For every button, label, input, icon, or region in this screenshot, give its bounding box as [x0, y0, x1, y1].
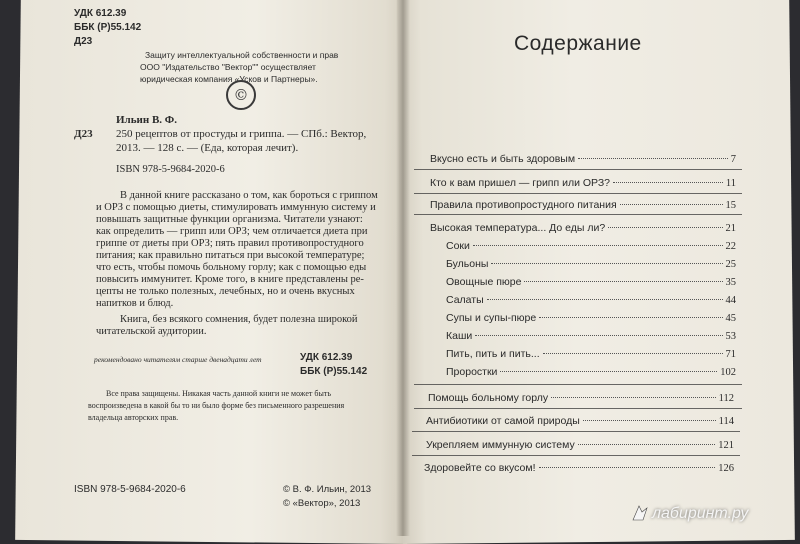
toc-entry-page: 114: [718, 416, 734, 427]
toc-entry-page: 35: [725, 277, 736, 288]
toc-entry-page: 53: [725, 331, 736, 342]
annotation-line: повысить иммунитет. Кроме того, в книге представлены ре-: [96, 274, 364, 285]
bbk-code: ББК (Р)55.142: [74, 22, 142, 33]
toc-dot-leader: [475, 335, 722, 336]
annotation-line: повышать защитные функции организма. Читатели узнают:: [96, 214, 363, 225]
toc-entry: [430, 177, 736, 189]
annotation-line: В данной книге рассказано о том, как бороться с гриппом: [120, 190, 378, 201]
toc-subentry: [446, 276, 736, 288]
rights-reserved-line: Все права защищены. Никакая часть данной книги не может быть: [106, 389, 331, 398]
toc-entry-label: Бульоны: [446, 258, 489, 270]
annotation-line: и ОРЗ с помощью диеты, стимулировать иммунную систему и: [96, 202, 376, 213]
toc-divider: [414, 169, 742, 170]
toc-entry-page: 112: [718, 393, 734, 404]
contents-title: Содержание: [514, 32, 642, 55]
annotation-line: как определить — грипп или ОРЗ; чем отличается диета при: [96, 226, 368, 237]
toc-dot-leader: [487, 299, 723, 300]
toc-entry-label: Проростки: [446, 366, 498, 378]
annotation-line: питания; как правильно питаться при высокой температуре;: [96, 250, 365, 261]
toc-entry-page: 44: [725, 295, 736, 306]
toc-entry-label: Овощные пюре: [446, 276, 522, 288]
copyright-icon: ©: [226, 80, 256, 110]
age-note: рекомендовано читателям старше двенадцати лет: [94, 355, 262, 364]
annotation-line: гриппе от диеты при ОРЗ; пять правил противопростудного: [96, 238, 364, 249]
udk-code: УДК 612.39: [74, 8, 127, 19]
toc-entry-label: Помощь больному горлу: [428, 392, 549, 404]
udk-bottom: УДК 612.39: [300, 352, 353, 363]
annotation-line: что есть, чтобы помочь больному горлу; как с помощью еды: [96, 262, 367, 273]
toc-entry-page: 126: [718, 463, 734, 474]
toc-entry-label: Укрепляем иммунную систему: [426, 439, 575, 451]
toc-dot-leader: [539, 467, 716, 468]
toc-entry: [426, 415, 734, 427]
toc-entry-page: 15: [725, 200, 736, 211]
toc-subentry: [446, 258, 736, 270]
book-spine: [396, 0, 410, 536]
toc-dot-leader: [608, 227, 722, 228]
toc-dot-leader: [613, 182, 723, 183]
copyright-author: © В. Ф. Ильин, 2013: [283, 484, 372, 495]
toc-entry-label: Вкусно есть и быть здоровым: [430, 153, 576, 165]
toc-entry-label: Высокая температура... До еды ли?: [430, 222, 606, 234]
toc-entry-label: Здоровейте со вкусом!: [424, 462, 536, 474]
toc-subentry: [446, 348, 736, 360]
toc-dot-leader: [578, 444, 716, 445]
author-code: Д23: [74, 36, 93, 47]
catalog-line-1: 250 рецептов от простуды и гриппа. — СПб.: Вектор,: [116, 128, 367, 140]
toc-dot-leader: [539, 317, 722, 318]
toc-entry: [430, 222, 736, 234]
annotation-2-line: Книга, без всякого сомнения, будет полезна широкой: [120, 314, 358, 325]
toc-entry-page: 22: [725, 241, 736, 252]
toc-entry-label: Салаты: [446, 294, 484, 306]
toc-divider: [412, 431, 740, 432]
toc-entry-page: 121: [718, 440, 734, 451]
toc-dot-leader: [473, 245, 723, 246]
rights-notice-line-2: ООО "Издательство "Вектор"" осуществляет: [140, 62, 316, 72]
toc-dot-leader: [500, 371, 717, 372]
isbn-bottom: ISBN 978-5-9684-2020-6: [74, 484, 186, 495]
toc-dot-leader: [551, 397, 715, 398]
toc-entry: [428, 392, 734, 404]
toc-entry-label: Пить, пить и пить...: [446, 348, 540, 360]
toc-entry-label: Соки: [446, 240, 470, 252]
rights-notice-line-3: юридическая компания «Усков и Партнеры».: [140, 74, 318, 84]
toc-entry-page: 25: [725, 259, 736, 270]
toc-entry-page: 102: [720, 367, 736, 378]
toc-subentry: [446, 330, 736, 342]
toc-subentry: [446, 240, 736, 252]
toc-subentry: [446, 312, 736, 324]
toc-divider: [414, 193, 742, 194]
toc-subentry: [446, 294, 736, 306]
site-watermark: лабиринт.ру: [652, 505, 749, 522]
toc-dot-leader: [524, 281, 722, 282]
toc-divider: [414, 408, 742, 409]
toc-entry: [430, 199, 736, 211]
toc-entry-label: Антибиотики от самой природы: [426, 415, 580, 427]
bbk-bottom: ББК (Р)55.142: [300, 366, 368, 377]
toc-entry: [424, 462, 734, 474]
rights-notice-line-1: Защиту интеллектуальной собственности и прав: [145, 50, 339, 60]
toc-entry-label: Супы и супы-пюре: [446, 312, 537, 324]
toc-dot-leader: [491, 263, 722, 264]
copyright-publisher: © «Вектор», 2013: [283, 498, 361, 509]
rights-reserved-line: владельца авторских прав.: [88, 413, 179, 422]
toc-subentry: [446, 366, 736, 378]
toc-dot-leader: [578, 158, 728, 159]
catalog-code: Д23: [74, 128, 93, 140]
annotation-line: напитков и блюд.: [96, 298, 174, 309]
labirint-logo-icon: [630, 502, 650, 524]
toc-divider: [414, 214, 742, 215]
toc-entry-label: Каши: [446, 330, 473, 342]
toc-entry-page: 45: [725, 313, 736, 324]
toc-dot-leader: [583, 420, 716, 421]
toc-entry-label: Правила противопростудного питания: [430, 199, 617, 211]
toc-dot-leader: [620, 204, 723, 205]
toc-entry: [430, 153, 736, 165]
toc-divider: [412, 455, 740, 456]
toc-entry-label: Кто к вам пришел — грипп или ОРЗ?: [430, 177, 610, 189]
isbn-top: ISBN 978-5-9684-2020-6: [116, 164, 225, 175]
toc-entry-page: 71: [725, 349, 736, 360]
rights-reserved-line: воспроизведена в какой бы то ни было форме без письменного разрешения: [88, 401, 345, 410]
annotation-line: цепты не только полезных, лечебных, но и очень вкусных: [96, 286, 355, 297]
toc-entry-page: 21: [725, 223, 736, 234]
toc-entry: [426, 439, 734, 451]
toc-dot-leader: [543, 353, 723, 354]
author-name: Ильин В. Ф.: [116, 114, 178, 126]
catalog-line-2: 2013. — 128 с. — (Еда, которая лечит).: [116, 142, 299, 154]
toc-entry-page: 7: [730, 154, 736, 165]
annotation-2-line: читательской аудитории.: [96, 326, 207, 337]
toc-divider: [414, 384, 742, 385]
toc-entry-page: 11: [725, 178, 736, 189]
